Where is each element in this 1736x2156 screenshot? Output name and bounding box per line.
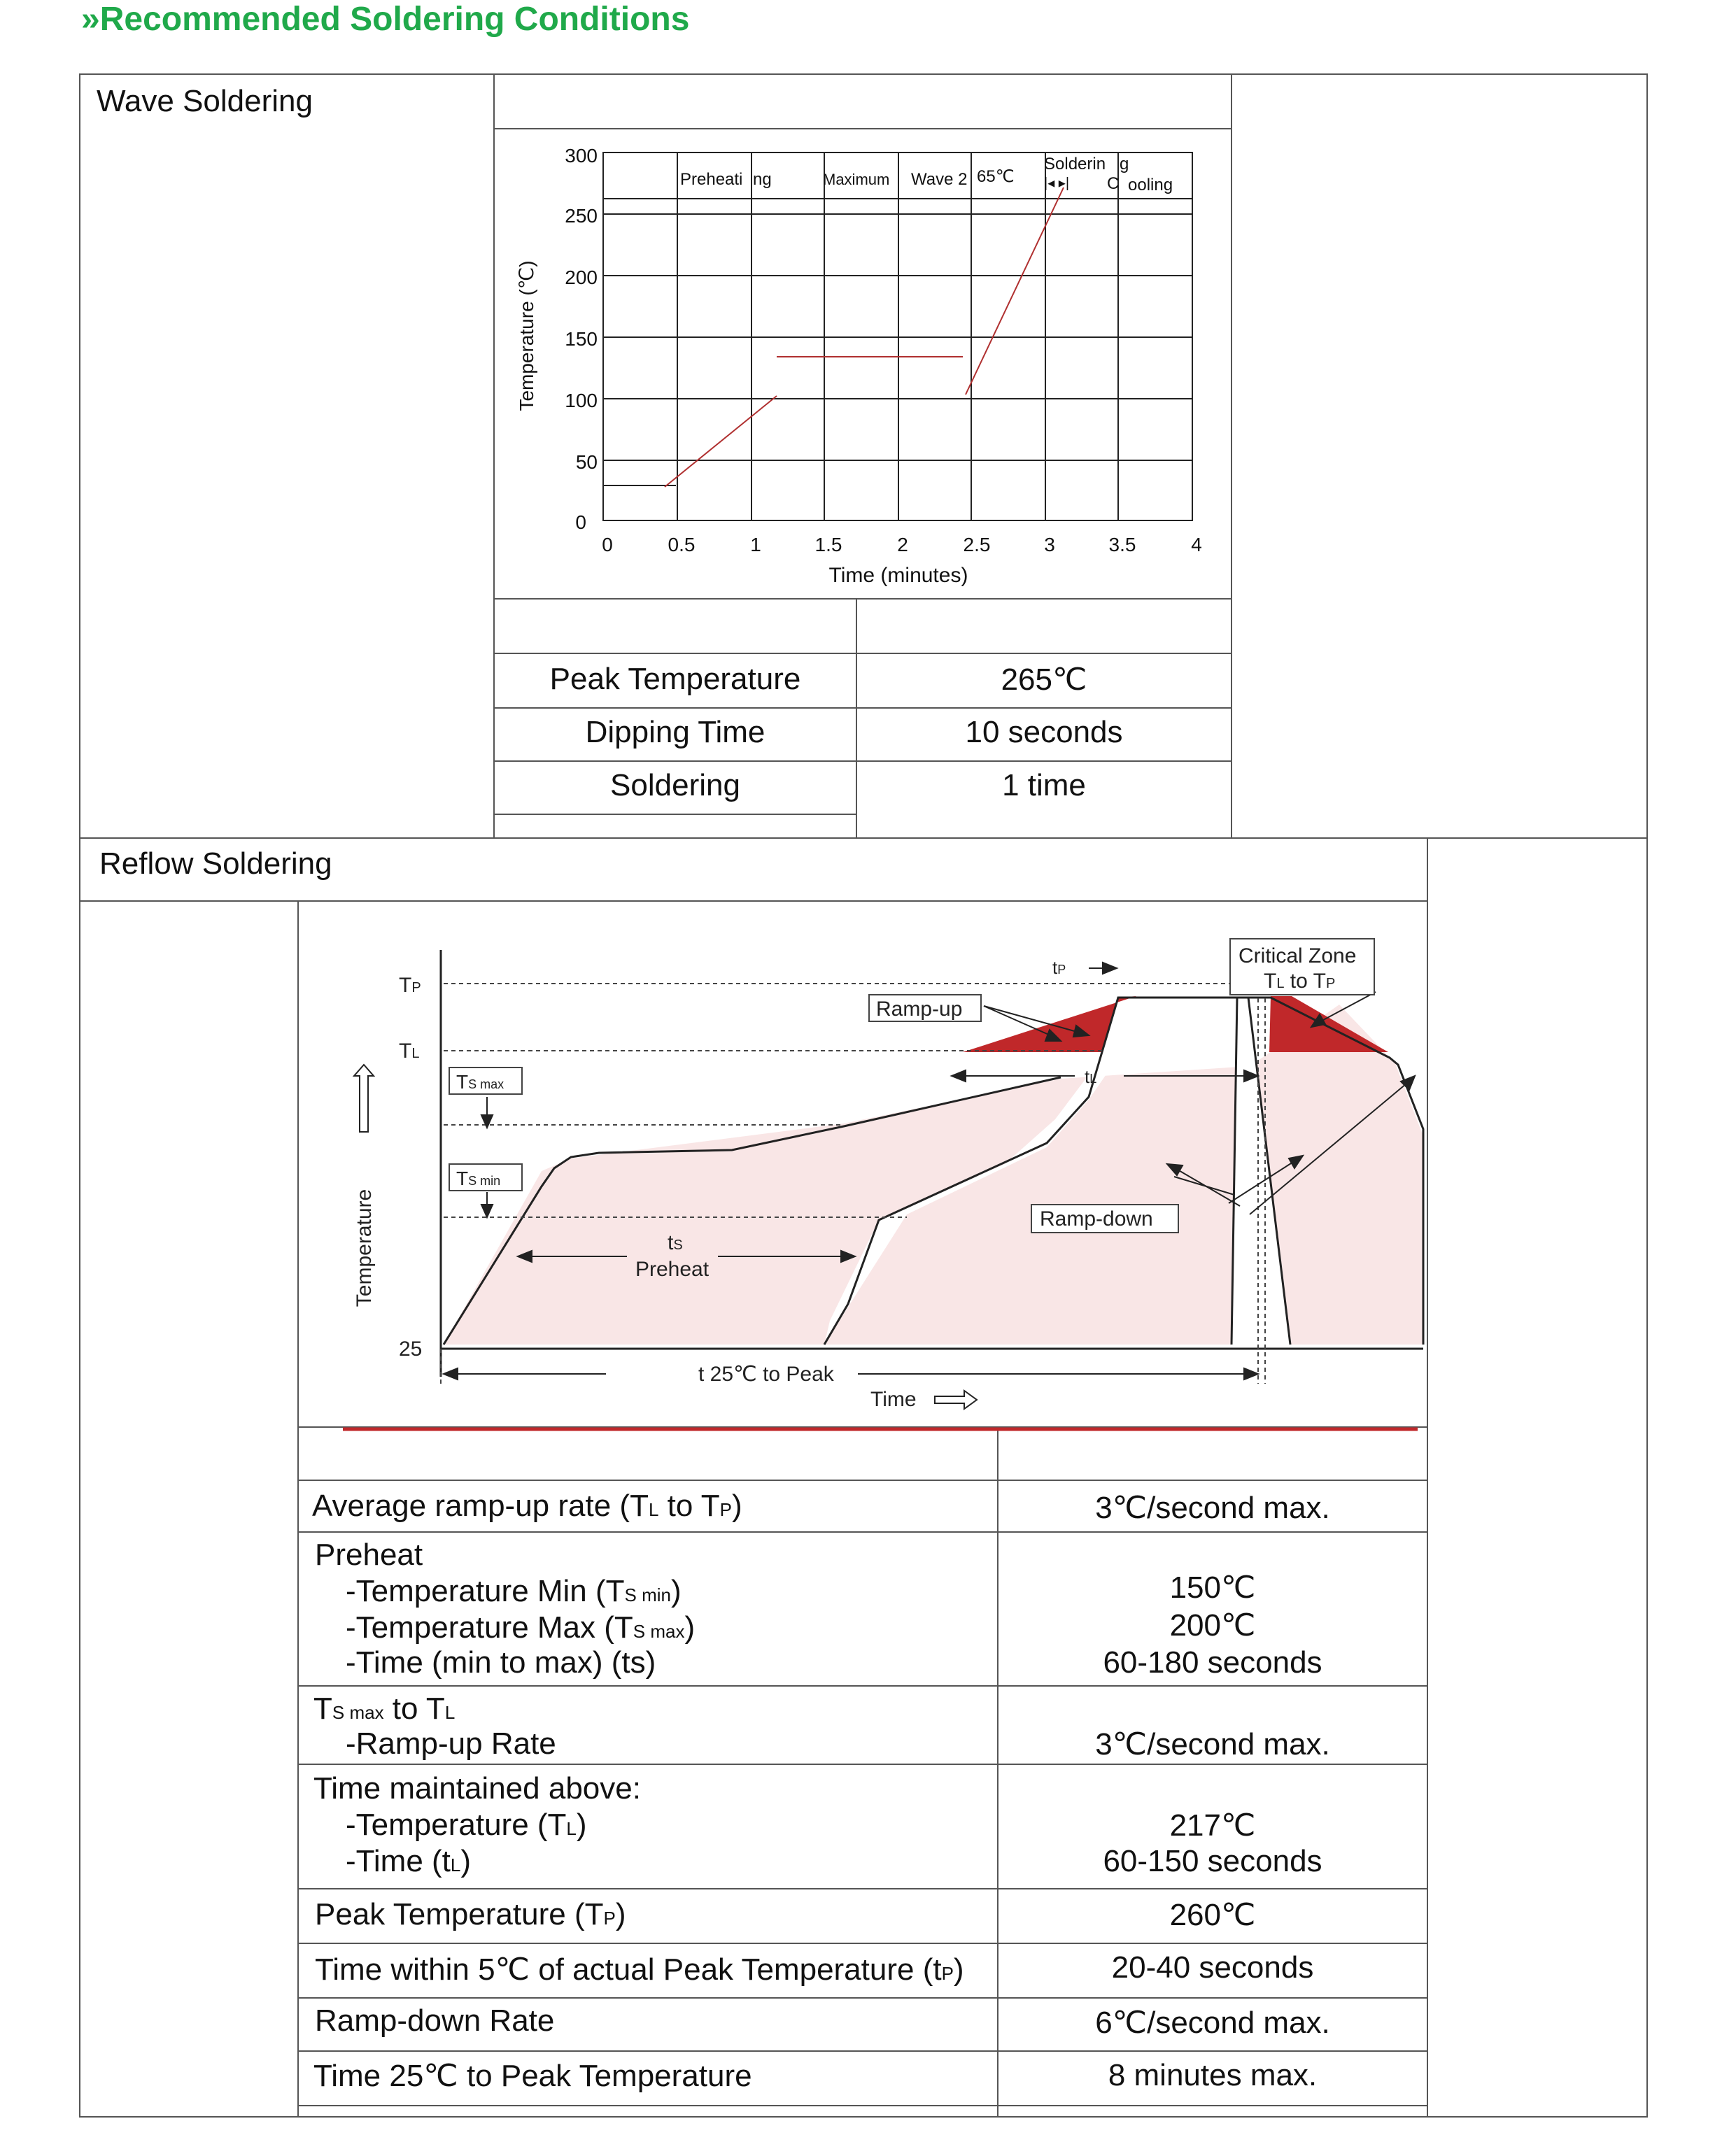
label-wave-b: 65℃ (977, 167, 1015, 186)
y-tick: 150 (565, 328, 598, 350)
label-tp: TP (399, 974, 421, 997)
wave-param-peak-temperature: Peak Temperature (549, 662, 801, 696)
label-critical-zone: Critical Zone (1239, 944, 1357, 967)
x-tick: 4 (1191, 534, 1202, 555)
row-preheat-value-3: 60-180 seconds (1103, 1645, 1322, 1680)
wave-param-soldering: Soldering (610, 768, 740, 802)
label-maximum: Maximum (823, 171, 890, 188)
row-t25-value: 8 minutes max. (1108, 2058, 1318, 2092)
x-tick: 3.5 (1108, 534, 1136, 555)
label-time: Time (870, 1388, 917, 1411)
row-preheat-value-1: 150℃ (1169, 1570, 1256, 1605)
temperature-arrow-icon (354, 1065, 374, 1132)
label-cooling-b: ooling (1128, 176, 1173, 194)
x-tick: 1.5 (814, 534, 842, 555)
label-tl-small: tL (1085, 1066, 1097, 1087)
row-maintained-title: Time maintained above: (313, 1771, 641, 1806)
wave-chart (494, 129, 1232, 599)
x-tick: 3 (1044, 534, 1055, 555)
row-preheat-time: -Time (min to max) (ts) (346, 1645, 656, 1680)
label-ts-max: TS max (456, 1071, 504, 1093)
wave-value-peak-temperature: 265℃ (1001, 662, 1087, 697)
y-tick: 100 (565, 390, 598, 411)
wave-x-ticks (602, 534, 1202, 555)
x-tick: 2.5 (963, 534, 991, 555)
row-avg-ramp-value: 3℃/second max. (1095, 1491, 1330, 1525)
row-rampdown-value: 6℃/second max. (1095, 2006, 1330, 2040)
x-tick: 0 (602, 534, 613, 555)
label-soldering-b: g (1120, 155, 1129, 173)
wave-param-dipping-time: Dipping Time (585, 715, 765, 749)
heading-title: Recommended Soldering Conditions (99, 1, 690, 38)
label-preheating-b: ng (753, 170, 772, 189)
label-soldering-a: Solderin (1044, 155, 1106, 173)
row-maintained-temp: -Temperature (TL) (346, 1808, 587, 1842)
label-tl-to-tp: TL to TP (1264, 970, 1336, 993)
label-ts: tS (668, 1231, 683, 1254)
row-tsmax-tl-rate: -Ramp-up Rate (346, 1726, 556, 1761)
wave-y-axis-label: Temperature (℃) (516, 260, 537, 411)
label-25: 25 (399, 1338, 423, 1361)
row-t25-label: Time 25℃ to Peak Temperature (313, 2059, 752, 2093)
row-avg-ramp-label: Average ramp-up rate (TL to TP) (312, 1489, 742, 1523)
wave-y-ticks (565, 145, 598, 533)
wave-value-soldering: 1 time (1002, 768, 1086, 802)
row-maintained-value-2: 60-150 seconds (1103, 1844, 1322, 1878)
row-tsmax-tl-label: TS max to TL (313, 1692, 456, 1726)
row-preheat-title: Preheat (315, 1538, 423, 1572)
wave-value-dipping-time: 10 seconds (965, 715, 1123, 749)
label-temperature-axis: Temperature (353, 1189, 376, 1307)
y-tick: 300 (565, 145, 598, 166)
label-t25-to-peak: t 25℃ to Peak (698, 1363, 834, 1386)
row-peak-label: Peak Temperature (TP) (315, 1897, 626, 1931)
y-tick: 0 (575, 511, 586, 533)
row-preheat-tmax: -Temperature Max (TS max) (346, 1610, 696, 1645)
label-tl: TL (399, 1040, 420, 1063)
row-within5-label: Time within 5℃ of actual Peak Temperature (tP) (315, 1952, 964, 1987)
row-preheat-value-2: 200℃ (1169, 1608, 1256, 1643)
row-tsmax-tl-value: 3℃/second max. (1095, 1727, 1330, 1761)
soldering-arrow-icon: |◂ ▸| (1044, 176, 1070, 191)
row-within5-value: 20-40 seconds (1111, 1950, 1314, 1985)
y-tick: 200 (565, 267, 598, 288)
label-ts-min: TS min (456, 1168, 501, 1189)
y-tick: 250 (565, 205, 598, 227)
label-cooling-a: C (1107, 174, 1120, 193)
wave-x-axis-label: Time (minutes) (828, 564, 968, 587)
label-ramp-up: Ramp-up (876, 998, 963, 1021)
label-tp-small: tP (1052, 957, 1066, 978)
row-rampdown-label: Ramp-down Rate (315, 2003, 555, 2038)
x-tick: 2 (897, 534, 908, 555)
time-arrow-icon (935, 1391, 977, 1409)
x-tick: 0.5 (668, 534, 696, 555)
label-preheating-a: Preheati (680, 170, 743, 189)
row-maintained-value-1: 217℃ (1169, 1808, 1256, 1843)
row-maintained-time: -Time (tL) (346, 1844, 472, 1878)
label-preheat: Preheat (635, 1258, 710, 1281)
heading-marker: » (81, 1, 100, 38)
label-ramp-down: Ramp-down (1040, 1207, 1153, 1231)
reflow-profile-diagram (298, 901, 1427, 1427)
x-tick: 1 (750, 534, 761, 555)
row-peak-value: 260℃ (1169, 1898, 1256, 1932)
reflow-soldering-label: Reflow Soldering (99, 846, 332, 881)
y-tick: 50 (575, 451, 598, 473)
wave-soldering-label: Wave Soldering (97, 84, 313, 118)
label-wave-a: Wave 2 (911, 170, 968, 189)
row-preheat-tmin: -Temperature Min (TS min) (346, 1574, 682, 1608)
